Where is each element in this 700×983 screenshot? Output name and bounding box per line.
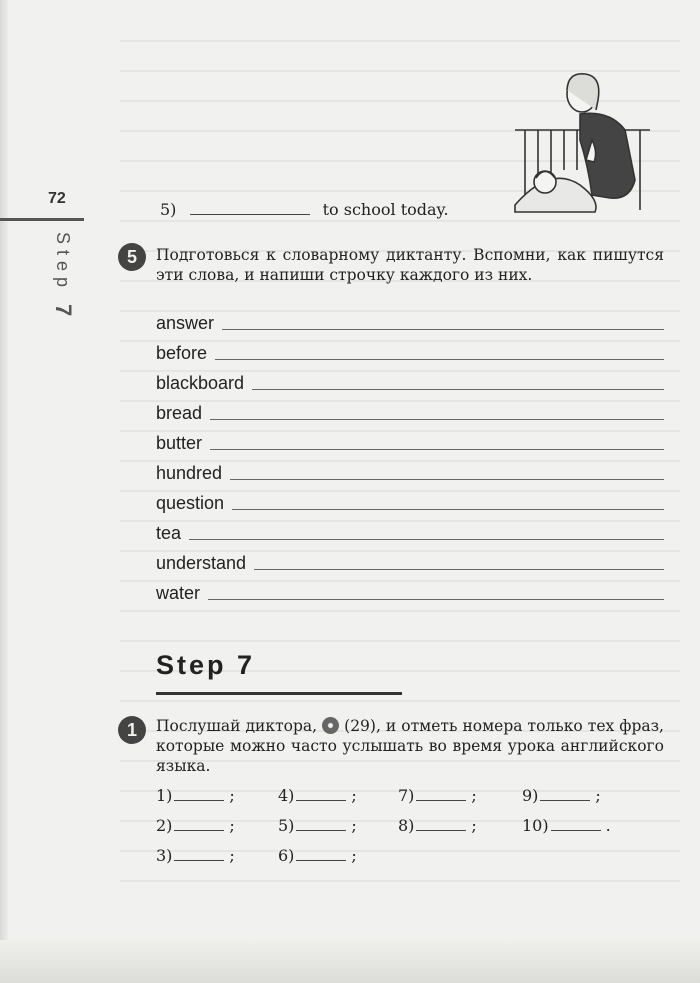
word-row <box>156 430 664 454</box>
answer-number: 6) <box>278 846 295 865</box>
step-heading: Step 7 <box>156 650 256 680</box>
dictation-word: answer <box>156 313 215 333</box>
dictation-word: butter <box>156 433 203 453</box>
audio-disc-icon <box>322 717 339 734</box>
answer-number: 5) <box>278 816 295 835</box>
item-number: 5) <box>160 200 177 219</box>
side-step-word: Step <box>53 232 73 294</box>
dictation-word: tea <box>156 523 182 543</box>
answer-slot <box>156 846 235 865</box>
writing-line[interactable] <box>210 419 664 420</box>
task-1-badge: 1 <box>118 716 146 744</box>
answer-blank[interactable] <box>190 200 310 215</box>
side-step-label <box>50 232 76 322</box>
answer-punctuation: ; <box>595 786 601 805</box>
answer-punctuation: ; <box>351 786 357 805</box>
answer-slot <box>398 786 477 805</box>
dictation-word: before <box>156 343 208 363</box>
answer-number: 4) <box>278 786 295 805</box>
task-1-instruction <box>156 716 664 776</box>
answer-punctuation: ; <box>229 816 235 835</box>
word-row <box>156 460 664 484</box>
task-1-instruction-end: (29), и отметь номера только тех фраз, которые можно часто услышать во время урока английского языка. <box>156 717 664 775</box>
side-step-number: 7 <box>51 304 76 323</box>
page-number: 72 <box>48 190 66 207</box>
writing-line[interactable] <box>222 329 664 330</box>
dictation-word: hundred <box>156 463 223 483</box>
answer-slot <box>278 846 357 865</box>
task-5-instruction: Подготовься к словарному диктанту. Вспомни, как пишутся эти слова, и напиши строчку каждого из них. <box>156 246 664 284</box>
answer-blank[interactable] <box>296 786 346 801</box>
dictation-word: understand <box>156 553 247 573</box>
writing-line[interactable] <box>254 569 664 570</box>
answer-punctuation: ; <box>229 786 235 805</box>
answer-slot <box>278 816 357 835</box>
word-row <box>156 490 664 514</box>
word-row <box>156 550 664 574</box>
answer-blank[interactable] <box>551 816 601 831</box>
dictation-word: blackboard <box>156 373 245 393</box>
word-row <box>156 580 664 604</box>
page-bottom-shadow <box>0 940 700 983</box>
answer-blank[interactable] <box>174 816 224 831</box>
answer-number: 7) <box>398 786 415 805</box>
writing-line[interactable] <box>210 449 664 450</box>
word-row <box>156 520 664 544</box>
item-text: to school today. <box>322 200 449 219</box>
writing-line[interactable] <box>232 509 664 510</box>
answer-slot <box>522 816 611 835</box>
writing-line[interactable] <box>252 389 664 390</box>
answer-number: 10) <box>522 816 549 835</box>
answer-punctuation: ; <box>351 816 357 835</box>
exercise-item-5 <box>160 200 449 219</box>
word-row <box>156 340 664 364</box>
word-row <box>156 400 664 424</box>
answer-punctuation: ; <box>471 816 477 835</box>
dictation-word: question <box>156 493 225 513</box>
answer-number: 1) <box>156 786 173 805</box>
word-row <box>156 370 664 394</box>
writing-line[interactable] <box>208 599 664 600</box>
answer-punctuation: ; <box>229 846 235 865</box>
answer-punctuation: ; <box>471 786 477 805</box>
dictation-word: water <box>156 583 201 603</box>
writing-line[interactable] <box>215 359 664 360</box>
answer-slot <box>398 816 477 835</box>
task-5-badge: 5 <box>118 243 146 271</box>
answer-slot <box>522 786 601 805</box>
answer-slot <box>278 786 357 805</box>
answer-blank[interactable] <box>296 816 346 831</box>
answer-punctuation: . <box>605 816 611 835</box>
answer-slot <box>156 816 235 835</box>
step-heading-rule <box>156 692 402 695</box>
margin-rule <box>0 218 84 221</box>
writing-line[interactable] <box>189 539 664 540</box>
answer-number: 9) <box>522 786 539 805</box>
answer-slot <box>156 786 235 805</box>
answer-blank[interactable] <box>416 816 466 831</box>
answer-blank[interactable] <box>174 786 224 801</box>
answer-blank[interactable] <box>296 846 346 861</box>
writing-line[interactable] <box>230 479 664 480</box>
answer-number: 2) <box>156 816 173 835</box>
answer-blank[interactable] <box>416 786 466 801</box>
answer-punctuation: ; <box>351 846 357 865</box>
answer-number: 8) <box>398 816 415 835</box>
answer-number: 3) <box>156 846 173 865</box>
word-row <box>156 310 664 334</box>
page-edge <box>0 0 8 983</box>
dictation-word: bread <box>156 403 203 423</box>
task-1-instruction-start: Послушай диктора, <box>156 717 318 735</box>
mother-and-child-illustration <box>510 70 660 220</box>
answer-blank[interactable] <box>174 846 224 861</box>
answer-blank[interactable] <box>540 786 590 801</box>
